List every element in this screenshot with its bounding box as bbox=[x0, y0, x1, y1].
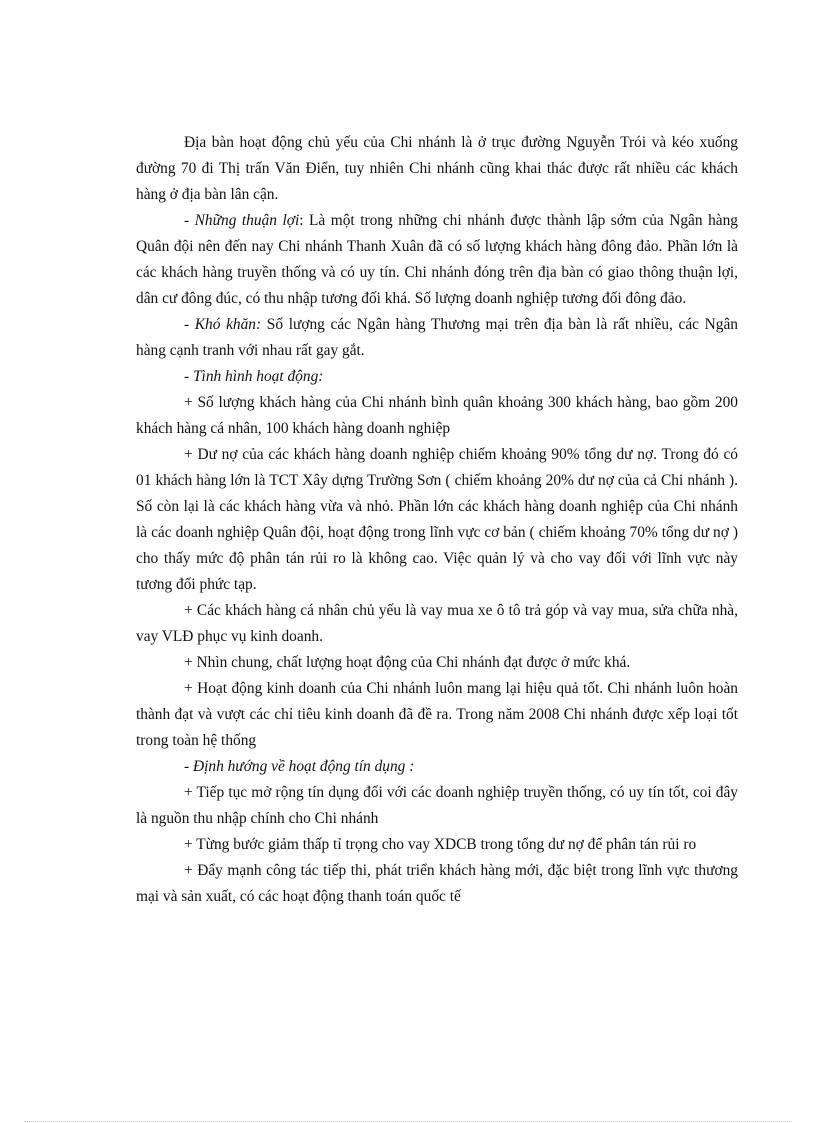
document-body bbox=[136, 130, 738, 910]
credit-orientation-label: Định hướng về hoạt động tín dụng : bbox=[192, 758, 415, 775]
paragraph-credit-orientation-heading bbox=[136, 754, 738, 780]
dash-prefix: - bbox=[184, 212, 195, 229]
paragraph-location: Địa bàn hoạt động chủ yếu của Chi nhánh là ở trục đường Nguyễn Trói và kéo xuống đường 70 đi Thị trấn Văn Điển, tuy nhiên Chi nhánh cũng khai thác được rất nhiều các khách hàng ở địa bàn lân cận. bbox=[136, 134, 738, 203]
paragraph-quality: + Nhìn chung, chất lượng hoạt động của Chi nhánh đạt được ở mức khá. bbox=[184, 654, 631, 671]
paragraph-reduce-xdcb: + Từng bước giảm thấp tỉ trọng cho vay XDCB trong tổng dư nợ để phân tán rủi ro bbox=[184, 836, 697, 853]
difficulties-text: Số lượng các Ngân hàng Thương mại trên địa bàn là rất nhiều, các Ngân hàng cạnh tranh với nhau rất gay gắt. bbox=[136, 316, 738, 359]
dash-prefix: - bbox=[184, 368, 193, 385]
paragraph-marketing: + Đẩy mạnh công tác tiếp thi, phát triển khách hàng mới, đặc biệt trong lĩnh vực thương mại và sản xuất, có các hoạt động thanh toán quốc tế bbox=[136, 862, 738, 905]
paragraph-expand-credit: + Tiếp tục mở rộng tín dụng đối với các doanh nghiệp truyền thống, có uy tín tốt, coi đây là nguồn thu nhập chính cho Chi nhánh bbox=[136, 784, 738, 827]
paragraph-business-results: + Hoạt động kinh doanh của Chi nhánh luôn mang lại hiệu quả tốt. Chi nhánh luôn hoàn thành đạt và vượt các chỉ tiêu kinh doanh đã đề ra. Trong năm 2008 Chi nhánh được xếp loại tốt trong toàn hệ thống bbox=[136, 680, 738, 749]
difficulties-label: Khó khăn: bbox=[194, 316, 262, 333]
dash-prefix: - bbox=[184, 758, 193, 775]
paragraph-difficulties bbox=[136, 312, 738, 364]
dash-prefix: - bbox=[184, 316, 195, 333]
footer-divider bbox=[24, 1121, 792, 1122]
paragraph-customer-count: + Số lượng khách hàng của Chi nhánh bình quân khoảng 300 khách hàng, bao gồm 200 khách hàng cá nhân, 100 khách hàng doanh nghiệp bbox=[136, 394, 738, 437]
advantages-label: Những thuận lợi bbox=[194, 212, 300, 229]
paragraph-advantages bbox=[136, 208, 738, 312]
paragraph-outstanding-loans: + Dư nợ của các khách hàng doanh nghiệp chiếm khoảng 90% tổng dư nợ. Trong đó có 01 khách hàng lớn là TCT Xây dựng Trường Sơn ( chiếm khoảng 20% dư nợ của cả Chi nhánh ). Số còn lại là các khách hàng vừa và nhỏ. Phần lớn các khách hàng doanh nghiệp của Chi nhánh là các doanh nghiệp Quân đội, hoạt động trong lĩnh vực cơ bản ( chiếm khoảng 70% tổng dư nợ ) cho thấy mức độ phân tán rủi ro là không cao. Việc quản lý và cho vay đối với lĩnh vực này tương đối phức tạp. bbox=[136, 446, 738, 593]
paragraph-individual-customers: + Các khách hàng cá nhân chủ yếu là vay mua xe ô tô trả góp và vay mua, sửa chữa nhà, vay VLĐ phục vụ kinh doanh. bbox=[136, 602, 738, 645]
operations-label: Tình hình hoạt động: bbox=[192, 368, 324, 385]
paragraph-operations-heading bbox=[136, 364, 738, 390]
advantages-text: : Là một trong những chi nhánh được thành lập sớm của Ngân hàng Quân đội nên đến nay Chi nhánh Thanh Xuân đã có số lượng khách hàng đông đảo. Phần lớn là các khách hàng truyền thống và có uy tín. Chi nhánh đóng trên địa bàn có giao thông thuận lợi, dân cư đông đúc, có thu nhập tương đối khá. Số lượng doanh nghiệp tương đối đông đảo. bbox=[136, 212, 738, 307]
